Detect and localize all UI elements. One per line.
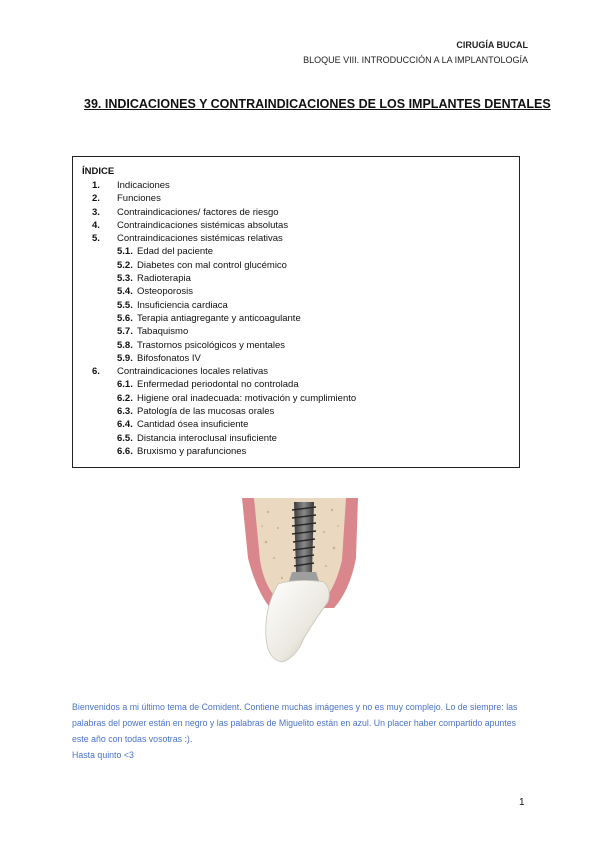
toc-subitem [73, 259, 519, 272]
toc-number: 2. [92, 193, 100, 205]
table-of-contents [73, 179, 519, 458]
toc-label: Contraindicaciones sistémicas absolutas [117, 219, 289, 231]
toc-subitem [73, 339, 519, 352]
toc-label: Edad del paciente [137, 246, 214, 258]
toc-label: Osteoporosis [137, 286, 193, 298]
toc-subitem [73, 405, 519, 418]
toc-subitem [73, 445, 519, 458]
toc-subitem [73, 392, 519, 405]
implant-screw [294, 502, 314, 572]
toc-subitem [73, 285, 519, 298]
toc-subitem [73, 418, 519, 431]
toc-label: Terapia antiagregante y anticoagulante [137, 312, 301, 324]
note-paragraph: Bienvenidos a mi último tema de Comident. Contiene muchas imágenes y no es muy complejo. Lo de siempre: las palabras del power están en negro y las palabras de Miguelito están en azul. Un placer haber compartido apuntes este año con todas vosotras :). [72, 702, 518, 744]
toc-label: Trastornos psicológicos y mentales [137, 339, 286, 351]
toc-item [73, 179, 519, 192]
toc-label: Cantidad ósea insuficiente [137, 419, 249, 431]
toc-number: 5.9. [117, 352, 133, 364]
toc-label: Funciones [117, 193, 161, 205]
toc-number: 5.1. [117, 246, 133, 258]
index-heading: ÍNDICE [82, 166, 115, 177]
toc-subitem [73, 299, 519, 312]
toc-number: 6.2. [117, 392, 133, 404]
page-number: 1 [519, 797, 525, 808]
toc-item [73, 206, 519, 219]
toc-number: 5. [92, 233, 100, 245]
toc-number: 6.6. [117, 445, 133, 457]
toc-label: Enfermedad periodontal no controlada [137, 379, 299, 391]
toc-number: 4. [92, 219, 100, 231]
toc-label: Indicaciones [117, 180, 170, 191]
toc-subitem [73, 312, 519, 325]
block-name: BLOQUE VIII. INTRODUCCIÓN A LA IMPLANTOLOGÍA [303, 55, 528, 65]
dental-crown [266, 580, 330, 662]
toc-number: 5.6. [117, 312, 133, 324]
dental-implant-illustration [238, 498, 362, 664]
toc-number: 6. [92, 366, 100, 378]
toc-number: 5.4. [117, 286, 133, 298]
toc-number: 5.7. [117, 326, 133, 338]
note-signoff: Hasta quinto <3 [72, 750, 134, 760]
author-note [72, 699, 530, 763]
toc-subitem [73, 432, 519, 445]
toc-item [73, 365, 519, 378]
toc-item [73, 192, 519, 205]
toc-number: 6.1. [117, 379, 133, 391]
course-name: CIRUGÍA BUCAL [456, 40, 528, 50]
toc-label: Bifosfonatos IV [137, 352, 201, 364]
toc-label: Insuficiencia cardiaca [137, 299, 228, 311]
toc-number: 5.3. [117, 273, 133, 285]
toc-number: 5.8. [117, 339, 133, 351]
toc-label: Contraindicaciones/ factores de riesgo [117, 206, 279, 218]
toc-subitem [73, 245, 519, 258]
toc-item [73, 219, 519, 232]
toc-label: Higiene oral inadecuada: motivación y cumplimiento [137, 392, 357, 404]
toc-subitem [73, 352, 519, 365]
toc-number: 5.5. [117, 299, 133, 311]
toc-label: Tabaquismo [137, 326, 189, 338]
toc-subitem [73, 378, 519, 391]
toc-label: Diabetes con mal control glucémico [137, 259, 287, 271]
toc-number: 5.2. [117, 259, 133, 271]
toc-label: Radioterapia [137, 273, 191, 285]
toc-subitem [73, 272, 519, 285]
toc-subitem [73, 325, 519, 338]
toc-label: Distancia interoclusal insuficiente [137, 432, 277, 444]
toc-number: 6.3. [117, 406, 133, 418]
toc-number: 6.5. [117, 432, 133, 444]
toc-label: Contraindicaciones locales relativas [117, 366, 269, 378]
toc-number: 6.4. [117, 419, 133, 431]
toc-item [73, 232, 519, 245]
toc-number: 3. [92, 206, 100, 218]
toc-number: 1. [92, 180, 100, 191]
running-header [303, 38, 528, 68]
page-title: 39. INDICACIONES Y CONTRAINDICACIONES DE LOS IMPLANTES DENTALES [84, 97, 551, 111]
toc-label: Patología de las mucosas orales [137, 406, 275, 418]
index-box [72, 156, 520, 468]
toc-label: Bruxismo y parafunciones [137, 445, 247, 457]
toc-label: Contraindicaciones sistémicas relativas [117, 233, 283, 245]
